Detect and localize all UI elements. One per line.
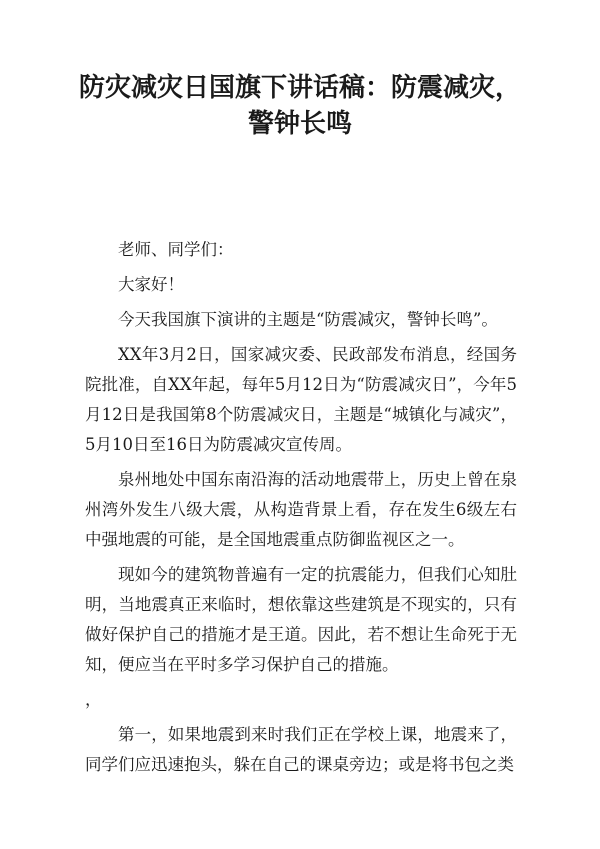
paragraph-topic: 今天我国旗下演讲的主题是“防震减灾，警钟长鸣”。 <box>118 310 498 329</box>
greeting: 大家好！ <box>118 275 184 294</box>
document-title <box>70 70 530 142</box>
paragraph-quanzhou: 泉州地处中国东南沿海的活动地震带上，历史上曾在泉州湾外发生八级大震，从构造背景上看，存在发生6级左右中强地震的可能，是全国地震重点防御监视区之一。 <box>85 470 517 549</box>
paragraph-buildings: 现如今的建筑物普遍有一定的抗震能力，但我们心知肚明，当地震真正来临时，想依靠这些建筑是不现实的，只有做好保护自己的措施才是王道。因此，若不想让生命死于无知，便应当在平时多学习保护自己的措施。 <box>85 565 517 674</box>
title-line-2: 警钟长鸣 <box>247 109 352 139</box>
salutation: 老师、同学们： <box>118 240 234 259</box>
stray-comma: ， <box>85 690 102 709</box>
title-line-1: 防灾减灾日国旗下讲话稿：防震减灾， <box>78 73 521 103</box>
paragraph-disaster-day: XX年3月2日，国家减灾委、民政部发布消息，经国务院批准，自XX年起，每年5月12日为“防震减灾日”，今年5月12日是我国第8个防震减灾日，主题是“城镇化与减灾”，5月10日至16日为防震减灾宣传周。 <box>85 345 517 454</box>
document-body <box>85 235 517 785</box>
paragraph-first-point: 第一，如果地震到来时我们正在学校上课，地震来了，同学们应迅速抱头，躲在自己的课桌旁边；或是将书包之类 <box>85 725 517 774</box>
